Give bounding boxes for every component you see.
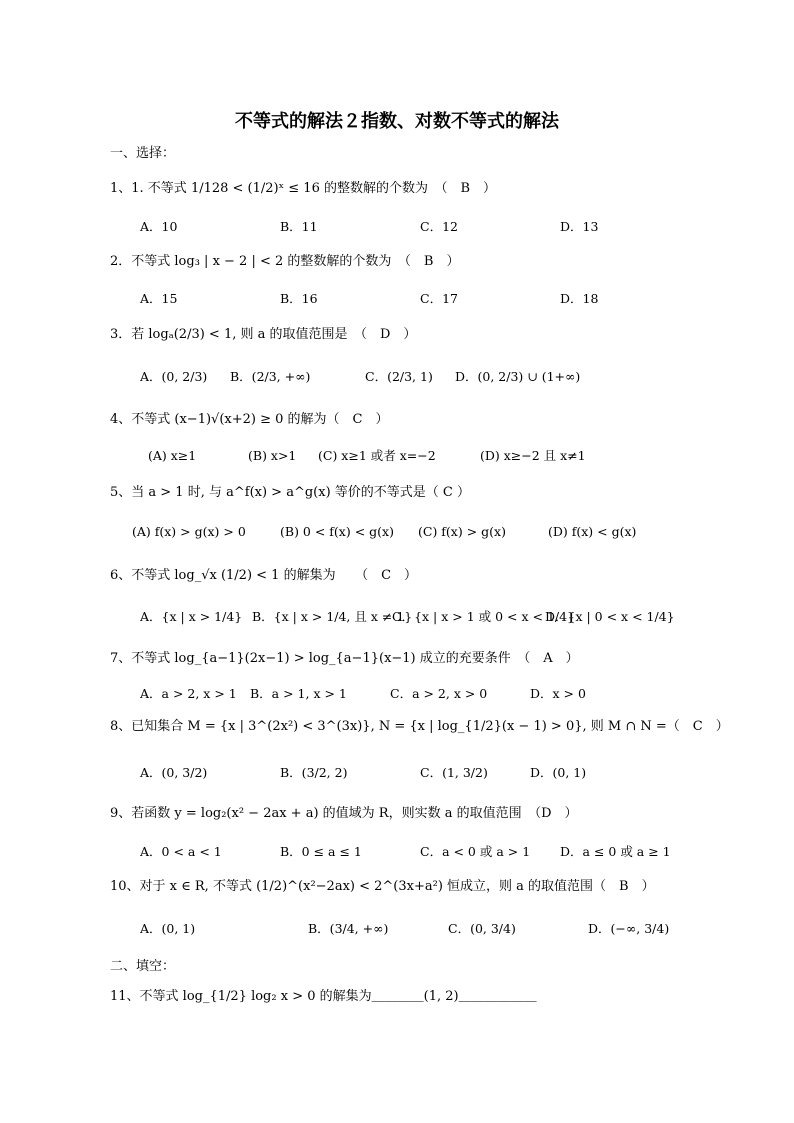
section-heading-fill: 二、填空： <box>110 959 176 974</box>
question-6-stem: 6、不等式 log_√x (1/2) < 1 的解集为 （ C ） <box>110 568 418 583</box>
question-8-option-d: D．(0, 1) <box>530 765 587 780</box>
question-1-option-c: C．12 <box>420 219 458 234</box>
question-8-option-c: C．(1, 3/2) <box>420 765 488 780</box>
question-7-option-a: A．a > 2, x > 1 <box>140 686 237 701</box>
question-10-stem: 10、对于 x ∈ R, 不等式 (1/2)^(x²−2ax) < 2^(3x+a²) 恒成立，则 a 的取值范围（ B ） <box>110 879 655 894</box>
question-2-option-b: B．16 <box>280 291 318 306</box>
question-10-option-d: D．(−∞, 3/4) <box>588 921 670 936</box>
question-8-option-b: B．(3/2, 2) <box>280 765 348 780</box>
question-4-option-d: (D) x≥−2 且 x≠1 <box>480 448 586 463</box>
question-3-option-b: B．(2/3, +∞) <box>230 369 311 384</box>
question-3-option-c: C．(2/3, 1) <box>365 369 433 384</box>
section-heading-choice: 一、选择： <box>110 146 176 161</box>
question-4-stem: 4、不等式 (x−1)√(x+2) ≥ 0 的解为（ C ） <box>110 412 389 427</box>
question-10-option-b: B．(3/4, +∞) <box>308 921 389 936</box>
question-10-option-a: A．(0, 1) <box>140 921 196 936</box>
question-1-stem: 1、1. 不等式 1/128 < (1/2)ˣ ≤ 16 的整数解的个数为 （ B ） <box>110 181 497 196</box>
question-2-stem: 2．不等式 log₃ | x − 2 | < 2 的整数解的个数为 （ B ） <box>110 254 460 269</box>
question-6-option-b: B．{x | x > 1/4, 且 x ≠ 1} <box>252 609 413 624</box>
question-5-option-d: (D) f(x) < g(x) <box>548 524 637 539</box>
question-2-option-d: D．18 <box>560 291 599 306</box>
question-9-option-a: A．0 < a < 1 <box>140 844 222 859</box>
question-7-stem: 7、不等式 log_{a−1}(2x−1) > log_{a−1}(x−1) 成立的充要条件 （ A ） <box>110 651 579 666</box>
question-6-option-c: C．{x | x > 1 或 0 < x < 1/4} <box>392 609 576 624</box>
question-6-option-d: D．{x | 0 < x < 1/4} <box>545 609 675 624</box>
question-10-option-c: C．(0, 3/4) <box>448 921 516 936</box>
question-7-option-b: B．a > 1, x > 1 <box>250 686 347 701</box>
question-5-option-b: (B) 0 < f(x) < g(x) <box>280 524 394 539</box>
question-6-option-a: A．{x | x > 1/4} <box>140 609 243 624</box>
question-4-option-c: (C) x≥1 或者 x=−2 <box>318 448 436 463</box>
question-9-option-d: D．a ≤ 0 或 a ≥ 1 <box>560 844 671 859</box>
question-2-option-c: C．17 <box>420 291 458 306</box>
question-7-option-c: C．a > 2, x > 0 <box>390 686 488 701</box>
page-title: 不等式的解法２指数、对数不等式的解法 <box>235 111 559 132</box>
question-8-option-a: A．(0, 3/2) <box>140 765 208 780</box>
question-7-option-d: D．x > 0 <box>530 686 586 701</box>
question-8-stem: 8、已知集合 M = {x | 3^(2x²) < 3^(3x)}, N = {x | log_{1/2}(x − 1) > 0}, 则 M ∩ N =（ C ） <box>110 719 729 734</box>
question-1-option-d: D．13 <box>560 219 599 234</box>
question-3-option-a: A．(0, 2/3) <box>140 369 208 384</box>
question-9-option-b: B．0 ≤ a ≤ 1 <box>280 844 362 859</box>
question-9-stem: 9、若函数 y = log₂(x² − 2ax + a) 的值域为 R，则实数 a 的取值范围 （D ） <box>110 806 578 821</box>
question-4-option-b: (B) x>1 <box>248 448 297 463</box>
question-3-option-d: D．(0, 2/3) ∪ (1+∞) <box>455 369 581 384</box>
question-11-stem: 11、不等式 log_{1/2} log₂ x > 0 的解集为＿＿＿＿(1, 2)＿＿＿＿＿＿ <box>110 989 537 1004</box>
question-9-option-c: C．a < 0 或 a > 1 <box>420 844 531 859</box>
question-1-option-a: A．10 <box>140 219 178 234</box>
question-4-option-a: (A) x≥1 <box>148 448 197 463</box>
question-5-option-a: (A) f(x) > g(x) > 0 <box>132 524 246 539</box>
question-2-option-a: A．15 <box>140 291 178 306</box>
question-1-option-b: B．11 <box>280 219 318 234</box>
question-5-option-c: (C) f(x) > g(x) <box>418 524 506 539</box>
question-5-stem: 5、当 a > 1 时, 与 a^f(x) > a^g(x) 等价的不等式是（ C ） <box>110 485 470 500</box>
question-3-stem: 3．若 logₐ(2/3) < 1, 则 a 的取值范围是 （ D ） <box>110 327 417 342</box>
